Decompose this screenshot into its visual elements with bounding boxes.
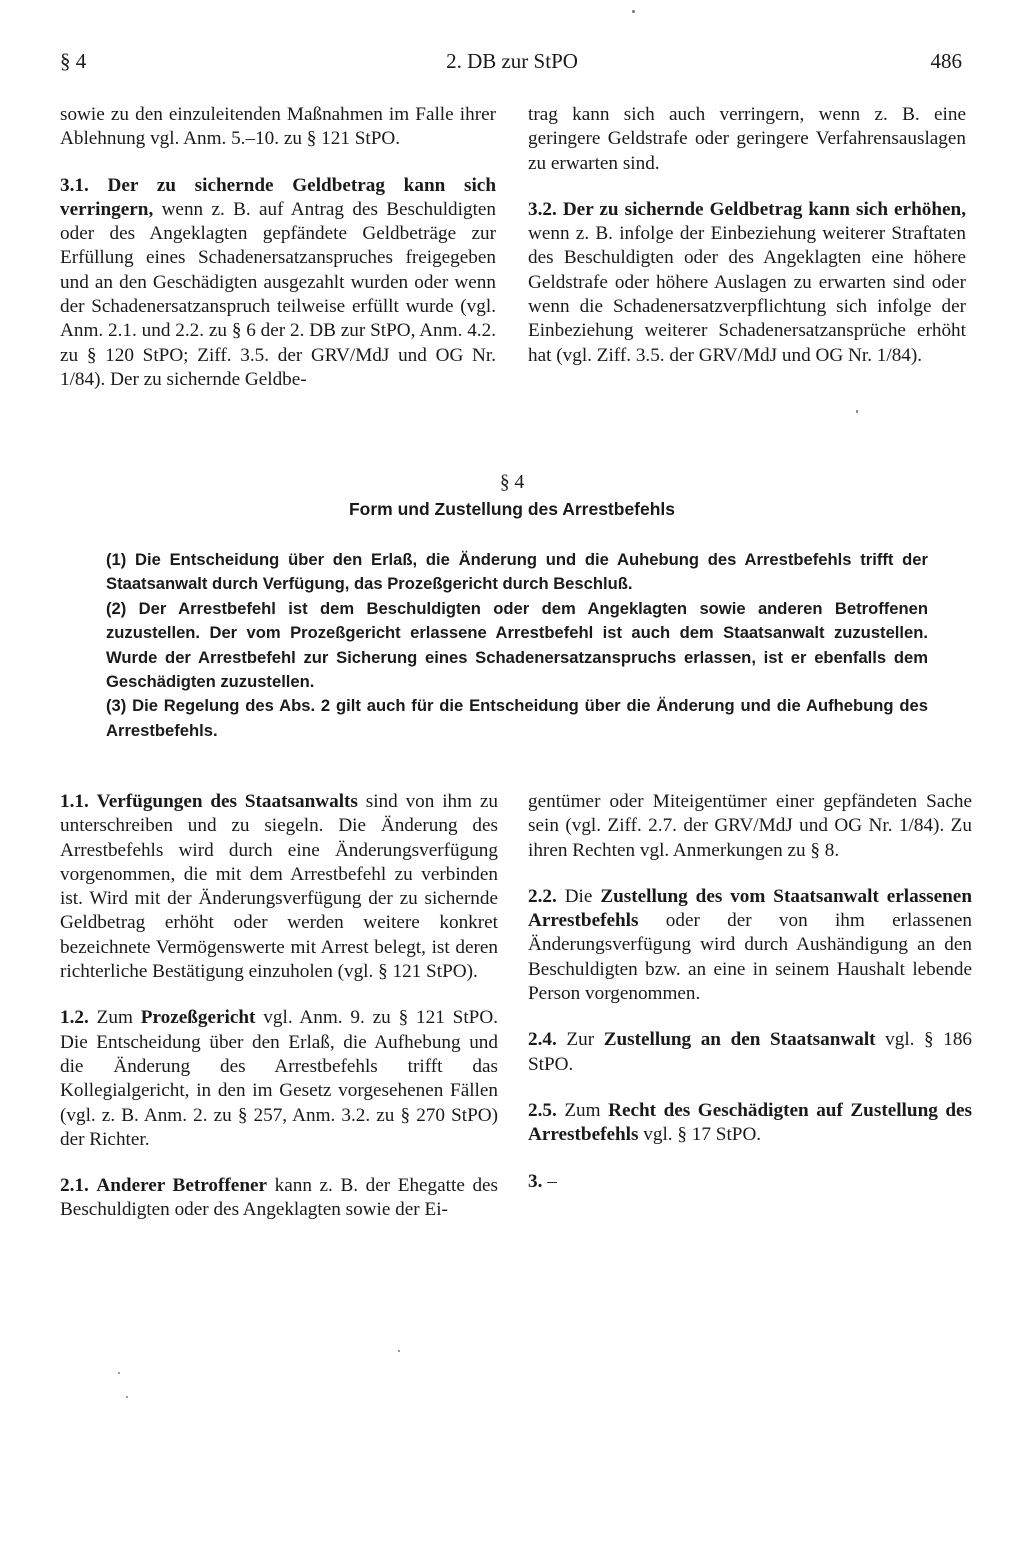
paragraph-3-1: [60, 174, 496, 393]
scan-speck: [856, 410, 858, 413]
paragraph-text: kann z. B. der Ehegatte des Beschuldigten oder des Angeklagten sowie der Ei-: [60, 1175, 499, 1221]
law-paragraph-1: (1) Die Entscheidung über den Erlaß, die Änderung und die Auhebung des Arrestbefehls trifft der Staatsanwalt durch Verfügung, das Prozeßgericht durch Beschluß.: [106, 550, 928, 594]
paragraph-pre: Zum: [564, 1099, 601, 1121]
law-paragraph-2: (2) Der Arrestbefehl ist dem Beschuldigten oder dem Angeklagten sowie anderen Betroffenen zuzustellen. Der vom Prozeßgericht erlassene Arrestbefehl ist auch dem Staatsanwalt zuzustellen. Wurde der Arrestbefehl zur Sicherung eines Schadenersatzanspruchs erlassen, ist er ebenfalls dem Geschädigten zuzustellen.: [106, 598, 928, 692]
continuation-paragraph: trag kann sich auch verringern, wenn z. B. eine geringere Geldstrafe oder geringere Verfahrensauslagen zu erwarten sind.: [528, 104, 966, 174]
paragraph-1-1: [60, 790, 498, 984]
scan-speck: [398, 1350, 400, 1352]
paragraph-number: 3.: [528, 1170, 543, 1192]
paragraph-bold-lead: Der zu sichernde Geldbetrag kann sich erhöhen,: [562, 198, 966, 220]
paragraph-bold-lead: Zustellung des vom Staatsanwalt erlassenen Arrestbefehls: [528, 885, 972, 932]
paragraph-bold-lead: Verfügungen des Staatsanwalts: [96, 791, 358, 812]
paragraph-pre: Zur: [566, 1029, 595, 1051]
paragraph-2-4: [528, 1028, 972, 1077]
law-paragraph-3: (3) Die Regelung des Abs. 2 gilt auch für die Entscheidung über die Änderung und die Aufhebung des Arrestbefehls.: [106, 696, 928, 740]
law-text: [106, 548, 928, 743]
top-left-column: [60, 103, 496, 392]
paragraph-3: [528, 1170, 972, 1194]
scan-speck: [118, 1372, 120, 1374]
paragraph-bold-lead: Der zu sichernde Geldbetrag kann sich verringern,: [60, 174, 496, 220]
intro-paragraph: sowie zu den einzuleitenden Maßnahmen im Falle ihrer Ablehnung vgl. Anm. 5.–10. zu § 121 StPO.: [60, 104, 496, 150]
page-number: 486: [930, 49, 962, 73]
paragraph-number: 2.4.: [528, 1029, 557, 1051]
paragraph-2-2: [528, 885, 972, 1006]
scan-speck: [126, 1396, 128, 1398]
paragraph-text: wenn z. B. infolge der Einbeziehung weiterer Straftaten des Beschuldigten oder des Angeklagten eine höhere Geldstrafe oder höhere Auslagen zu erwarten sind oder wenn die Schadenersatzverpflichtung sich infolge der Einbeziehung weiterer Schadenersatzansprüche erhöht hat (vgl. Ziff. 3.5. der GRV/MdJ und OG Nr. 1/84).: [528, 223, 966, 366]
paragraph-number: 2.1.: [60, 1175, 89, 1197]
bottom-right-column: [528, 790, 972, 1194]
paragraph-number: 3.2.: [528, 198, 557, 220]
scan-speck: [632, 10, 635, 13]
paragraph-bold-lead: Anderer Betroffener: [96, 1175, 268, 1197]
paragraph-text: sind von ihm zu unterschreiben und zu siegeln. Die Änderung des Arrestbefehls wird durch eine Änderungsverfügung vorgenommen, die mit dem Arrestbefehl zu verbinden ist. Wird mit der Änderungsverfügung der zu sichernde Geldbetrag erhöht oder werden weitere konkret bezeichnete Vermögenswerte mit Arrest belegt, ist deren richterliche Bestätigung einzuholen (vgl. § 121 StPO).: [60, 791, 498, 983]
paragraph-bold-lead: Prozeßgericht: [140, 1007, 256, 1029]
paragraph-2-5: [528, 1099, 972, 1148]
continuation-paragraph: gentümer oder Miteigentümer einer gepfändeten Sache sein (vgl. Ziff. 2.7. der GRV/MdJ und OG Nr. 1/84). Zu ihren Rechten vgl. Anmerkungen zu § 8.: [528, 791, 972, 861]
paragraph-text: –: [547, 1170, 557, 1192]
header-section-ref: § 4: [60, 49, 87, 73]
paragraph-text: wenn z. B. auf Antrag des Beschuldigten oder des Angeklagten gepfändete Geldbeträge zur Erfüllung eines Schadenersatzanspruches freigegeben und an den Geschädigten ausgezahlt wurden oder wenn der Schadenersatzanspruch teilweise erfüllt wurde (vgl. Anm. 2.1. und 2.2. zu § 6 der 2. DB zur StPO, Anm. 4.2. zu § 120 StPO; Ziff. 3.5. der GRV/MdJ und OG Nr. 1/84). Der zu sichernde Geldbe-: [60, 198, 497, 390]
paragraph-2-1: [60, 1174, 498, 1223]
top-right-column: [528, 103, 966, 368]
paragraph-text: oder der von ihm erlassenen Änderungsverfügung wird durch Aushändigung an den Beschuldigten bzw. an eine in seinem Haushalt lebende Person vorgenommen.: [528, 910, 972, 1005]
paragraph-number: 3.1.: [60, 174, 89, 196]
paragraph-number: 1.2.: [60, 1007, 89, 1029]
paragraph-pre: Die: [564, 885, 593, 907]
paragraph-text: vgl. Anm. 9. zu § 121 StPO. Die Entscheidung über den Erlaß, die Aufhebung und die Änderung des Arrestbefehls trifft das Kollegialgericht, in den im Gesetz vorgesehenen Fällen (vgl. z. B. Anm. 2. zu § 257, Anm. 3.2. zu § 270 StPO) der Richter.: [60, 1007, 498, 1150]
header-title: 2. DB zur StPO: [446, 49, 578, 73]
paragraph-text: vgl. § 186 StPO.: [528, 1029, 973, 1075]
paragraph-1-2: [60, 1006, 498, 1152]
section-number: § 4: [499, 472, 525, 493]
paragraph-pre: Zum: [96, 1007, 133, 1029]
paragraph-number: 1.1.: [60, 791, 89, 812]
paragraph-number: 2.2.: [528, 885, 557, 907]
paragraph-bold-lead: Recht des Geschädigten auf Zustellung des Arrestbefehls: [528, 1099, 973, 1146]
paragraph-bold-lead: Zustellung an den Staatsanwalt: [603, 1029, 876, 1051]
paragraph-number: 2.5.: [528, 1099, 557, 1121]
paragraph-text: vgl. § 17 StPO.: [643, 1124, 762, 1146]
bottom-left-column: [60, 790, 498, 1223]
section-title: Form und Zustellung des Arrestbefehls: [348, 499, 676, 519]
paragraph-3-2: [528, 198, 966, 368]
